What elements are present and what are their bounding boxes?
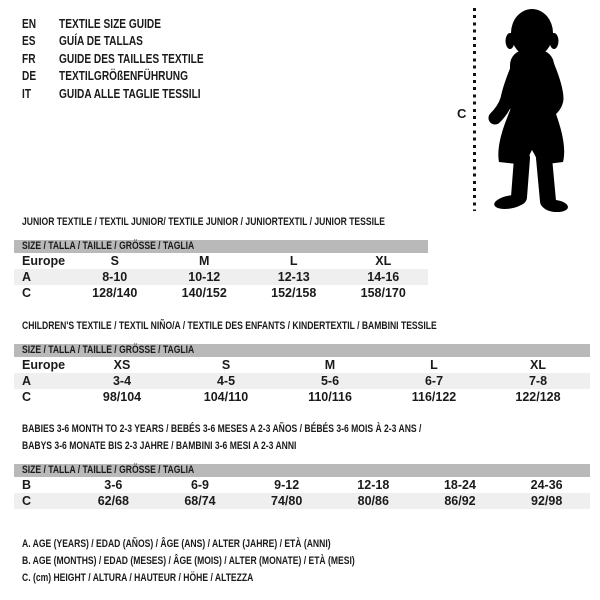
legend-line: C. (cm) HEIGHT / ALTURA / HAUTEUR / HÖHE / ALTEZZA <box>22 572 254 584</box>
row-label-cell: A <box>14 269 70 285</box>
size-cell: 18-24 <box>443 478 476 492</box>
size-cell: 74/80 <box>243 493 330 509</box>
table-row <box>14 477 590 493</box>
size-cell: L <box>430 358 438 372</box>
size-cell: 110/116 <box>308 390 352 404</box>
size-cell: 10-12 <box>160 269 250 285</box>
language-title-list <box>22 15 244 102</box>
size-cell: 98/104 <box>102 390 142 404</box>
language-code: ES <box>22 33 36 49</box>
size-cell: 24-36 <box>530 478 563 492</box>
size-cell: 12-13 <box>249 269 339 285</box>
row-label-cell: C <box>22 286 32 300</box>
size-cell: 92/98 <box>503 493 590 509</box>
size-cell: 68/74 <box>157 493 244 509</box>
size-cell: 6-9 <box>190 478 210 492</box>
size-header-bar: SIZE / TALLA / TAILLE / GRÖSSE / TAGLIA <box>14 464 590 477</box>
language-code: IT <box>22 85 32 101</box>
row-label-cell: Europe <box>22 254 66 268</box>
language-title: TEXTILGRÖßENFÜHRUNG <box>59 68 189 84</box>
size-cell: XL <box>375 254 392 268</box>
size-cell: L <box>289 254 298 268</box>
language-title: GUÍA DE TALLAS <box>59 33 143 49</box>
table-row <box>14 389 590 405</box>
row-label-cell: C <box>14 493 70 509</box>
size-cell: 6-7 <box>382 373 486 389</box>
toddler-silhouette-icon <box>482 6 578 212</box>
size-cell: 5-6 <box>278 373 382 389</box>
size-cell: XL <box>530 358 546 372</box>
legend-line: B. AGE (MONTHS) / EDAD (MESES) / ÂGE (MOIS) / ALTER (MONATE) / ETÀ (MESI) <box>22 555 355 567</box>
legend-line: A. AGE (YEARS) / EDAD (AÑOS) / ÂGE (ANS) / ALTER (JAHRE) / ETÀ (ANNI) <box>22 538 331 550</box>
size-cell: 104/110 <box>203 390 249 404</box>
row-label-cell: B <box>22 478 32 492</box>
size-cell: 116/122 <box>411 390 457 404</box>
row-label-cell: A <box>14 373 70 389</box>
size-cell: 128/140 <box>92 286 138 300</box>
size-cell: 122/128 <box>515 390 561 404</box>
size-cell: M <box>199 254 210 268</box>
table-row <box>14 269 428 285</box>
language-row <box>22 85 244 102</box>
row-label-cell: C <box>22 390 32 404</box>
measure-legend <box>22 536 449 587</box>
table-row <box>14 373 590 389</box>
language-row <box>22 67 244 84</box>
size-cell: 8-10 <box>70 269 160 285</box>
children-size-table <box>14 344 590 405</box>
size-cell: 3-6 <box>104 478 123 492</box>
size-cell: M <box>324 358 336 372</box>
size-cell: 158/170 <box>360 286 406 300</box>
language-row <box>22 50 244 67</box>
language-code: FR <box>22 50 36 66</box>
size-cell: 7-8 <box>486 373 590 389</box>
language-title: TEXTILE SIZE GUIDE <box>59 16 161 31</box>
size-header-bar: SIZE / TALLA / TAILLE / GRÖSSE / TAGLIA <box>14 240 428 253</box>
size-cell: 80/86 <box>330 493 417 509</box>
size-cell: 14-16 <box>339 269 429 285</box>
language-title: GUIDE DES TAILLES TEXTILE <box>59 50 204 66</box>
babies-size-table <box>14 464 590 509</box>
size-cell: 140/152 <box>181 286 227 300</box>
size-cell: 9-12 <box>274 478 300 492</box>
language-code: EN <box>22 16 37 31</box>
table-row <box>14 493 590 509</box>
size-cell: 86/92 <box>417 493 504 509</box>
table-row <box>14 253 428 269</box>
size-cell: S <box>110 254 119 268</box>
height-measure-dashed-line <box>473 8 476 211</box>
language-row <box>22 32 244 49</box>
size-cell: 152/158 <box>271 286 317 300</box>
size-cell: 4-5 <box>174 373 278 389</box>
junior-size-table <box>14 240 428 301</box>
language-title: GUIDA ALLE TAGLIE TESSILI <box>59 85 201 101</box>
size-cell: 62/68 <box>70 493 157 509</box>
language-code: DE <box>22 68 37 84</box>
size-cell: XS <box>113 358 131 372</box>
size-cell: S <box>221 358 231 372</box>
table-row <box>14 357 590 373</box>
babies-section-title: BABIES 3-6 MONTH TO 2-3 YEARS / BEBÉS 3-6 MESES A 2-3 AÑOS / BÉBÉS 3-6 MOIS À 2-3 ANS / BABYS 3-6 MONATE BIS 2-3 JAHRE / BAMBINI 3-6 MESI A 2-3 ANNI <box>22 423 422 452</box>
size-cell: 3-4 <box>70 373 174 389</box>
height-measure-label: C <box>457 106 467 121</box>
children-section-title: CHILDREN'S TEXTILE / TEXTIL NIÑO/A / TEXTILE DES ENFANTS / KINDERTEXTIL / BAMBINI TESSILE <box>22 320 437 332</box>
size-header-bar: SIZE / TALLA / TAILLE / GRÖSSE / TAGLIA <box>14 344 590 357</box>
row-label-cell: Europe <box>22 358 66 372</box>
junior-section-title: JUNIOR TEXTILE / TEXTIL JUNIOR/ TEXTILE JUNIOR / JUNIORTEXTIL / JUNIOR TESSILE <box>22 216 385 228</box>
table-row <box>14 285 428 301</box>
size-cell: 12-18 <box>357 478 390 492</box>
language-row <box>22 15 244 32</box>
